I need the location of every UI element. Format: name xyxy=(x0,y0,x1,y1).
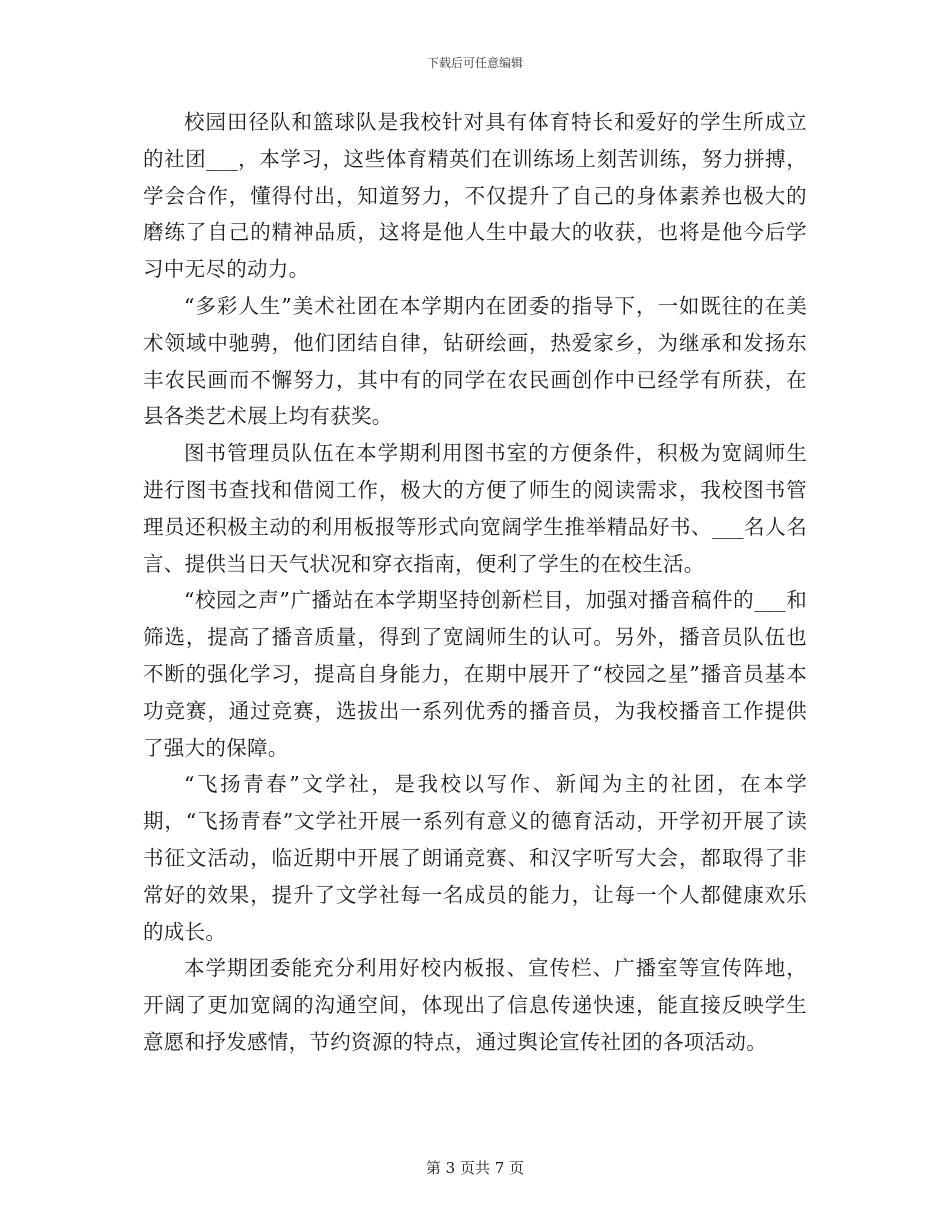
page-number: 第 3 页共 7 页 xyxy=(425,1159,525,1177)
paragraph-publicity: 本学期团委能充分利用好校内板报、宣传栏、广播室等宣传阵地，开阔了更加宽阔的沟通空间，体现出了信息传递快速，能直接反映学生意愿和抒发感情，节约资源的特点，通过舆论宣传社团的各项活动。 xyxy=(143,956,807,1054)
document-body xyxy=(143,104,807,1061)
paragraph-sports-teams: 校园田径队和篮球队是我校针对具有体育特长和爱好的学生所成立的社团___，本学习，这些体育精英们在训练场上刻苦训练，努力拼搏，学会合作，懂得付出，知道努力，不仅提升了自己的身体素养也极大的磨练了自己的精神品质，这将是他人生中最大的收获，也将是他今后学习中无尽的动力。 xyxy=(143,110,807,282)
paragraph-literature-club: “飞扬青春”文学社，是我校以写作、新闻为主的社团，在本学期，“飞扬青春”文学社开展一系列有意义的德育活动，开学初开展了读书征文活动，临近期中开展了朗诵竞赛、和汉字听写大会，都取得了非常好的效果，提升了文学社每一名成员的能力，让每一个人都健康欢乐的成长。 xyxy=(143,772,807,944)
paragraph-radio-station: “校园之声”广播站在本学期坚持创新栏目，加强对播音稿件的___和筛选，提高了播音质量，得到了宽阔师生的认可。另外，播音员队伍也不断的强化学习，提高自身能力，在期中展开了“校园之星”播音员基本功竞赛，通过竞赛，选拔出一系列优秀的播音员，为我校播音工作提供了强大的保障。 xyxy=(143,588,807,760)
paragraph-library-team: 图书管理员队伍在本学期利用图书室的方便条件，积极为宽阔师生进行图书查找和借阅工作，极大的方便了师生的阅读需求，我校图书管理员还积极主动的利用板报等形式向宽阔学生推举精品好书、___名人名言、提供当日天气状况和穿衣指南，便利了学生的在校生活。 xyxy=(143,441,807,576)
paragraph-art-club: “多彩人生”美术社团在本学期内在团委的指导下，一如既往的在美术领域中驰骋，他们团结自律，钻研绘画，热爱家乡，为继承和发扬东丰农民画而不懈努力，其中有的同学在农民画创作中已经学有所获，在县各类艺术展上均有获奖。 xyxy=(143,293,807,429)
page-header-note: 下载后可任意编辑 xyxy=(426,56,523,70)
